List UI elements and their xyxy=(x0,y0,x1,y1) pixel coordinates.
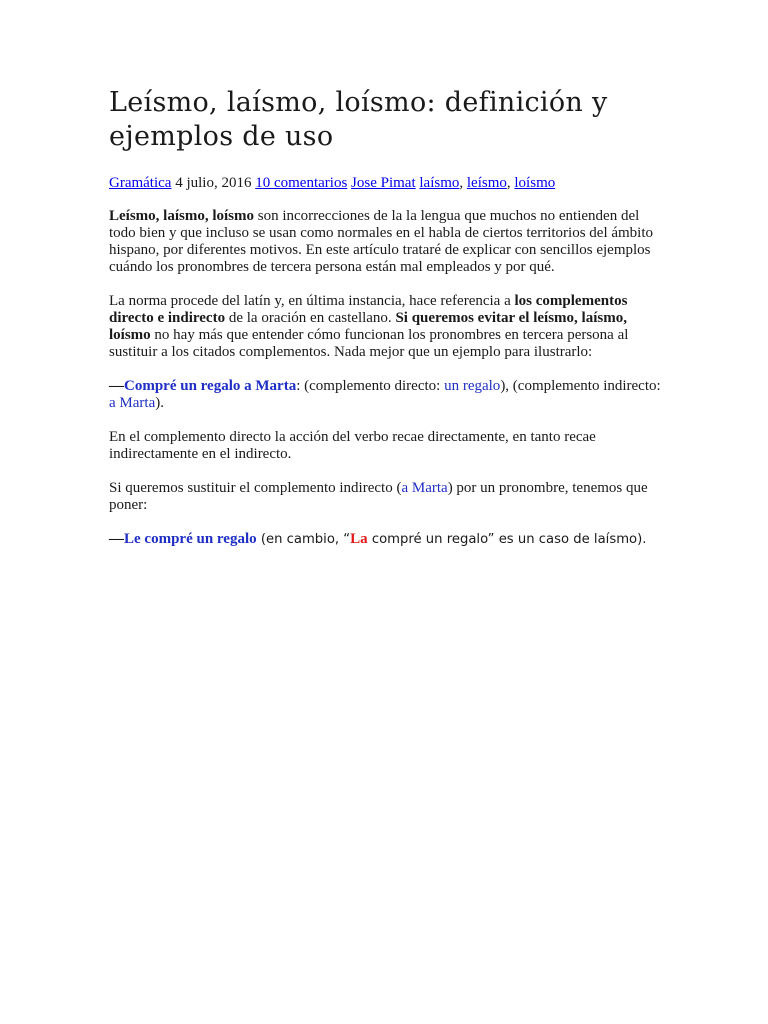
example-text-2: ), (complemento indirecto: xyxy=(500,378,661,394)
norm-text-1: La norma procede del latín y, en última instancia, hace referencia a xyxy=(109,293,515,309)
example-sentence: Compré un regalo a Marta xyxy=(124,378,297,394)
pronoun-example-text-2: compré un regalo” es un caso de laísmo). xyxy=(367,532,647,547)
tag-link-loismo[interactable]: loísmo xyxy=(514,175,556,191)
example-paragraph xyxy=(109,378,669,412)
intro-text: son incorrecciones de la la lengua que muchos no entienden del todo bien y que incluso se usan como normales en el habla de ciertos territorios del ámbito hispano, por diferentes motivos. En este artículo trataré de explicar con sencillos ejemplos cuándo los pronombres de tercera persona están mal empleados y por qué. xyxy=(109,208,654,275)
intro-paragraph xyxy=(109,208,669,276)
example-text-3: ). xyxy=(155,395,164,411)
substitution-text-1: Si queremos sustituir el complemento indirecto ( xyxy=(109,480,402,496)
norm-bold-avoid: Si queremos evitar el leísmo, laísmo, loísmo xyxy=(109,310,627,343)
explanation-paragraph: En el complemento directo la acción del verbo recae directamente, en tanto recae indirectamente en el indirecto. xyxy=(109,429,596,462)
post-date: 4 julio, 2016 xyxy=(175,175,252,191)
category-link[interactable]: Gramática xyxy=(109,175,172,191)
article-title: Leísmo, laísmo, loísmo: definición y ejemplos de uso xyxy=(109,87,608,152)
author-link[interactable]: Jose Pimat xyxy=(351,175,416,191)
tag-separator: , xyxy=(459,175,464,191)
example-indirect-object: a Marta xyxy=(109,395,156,411)
tag-link-leismo[interactable]: leísmo xyxy=(466,175,507,191)
laismo-wrong-pronoun: La xyxy=(350,531,368,547)
intro-bold-term: Leísmo, laísmo, loísmo xyxy=(109,208,254,224)
pronoun-example-text-1: (en cambio, “ xyxy=(256,532,351,547)
article xyxy=(109,86,669,565)
example-dash: — xyxy=(109,378,124,394)
comments-link[interactable]: 10 comentarios xyxy=(255,175,348,191)
substitution-highlight: a Marta xyxy=(401,480,448,496)
norm-text-3: no hay más que entender cómo funcionan los pronombres en tercera persona al sustituir a los citados complementos. Nada mejor que un ejemplo para ilustrarlo: xyxy=(109,327,629,360)
substitution-paragraph xyxy=(109,480,669,514)
pronoun-example-sentence: Le compré un regalo xyxy=(124,531,257,547)
norm-text-2: de la oración en castellano. xyxy=(225,310,396,326)
article-meta xyxy=(109,174,669,192)
pronoun-example-paragraph xyxy=(109,531,669,548)
tag-link-laismo[interactable]: laísmo xyxy=(419,175,460,191)
tag-separator: , xyxy=(506,175,511,191)
norm-bold-complements: los complementos directo e indirecto xyxy=(109,293,628,326)
substitution-text-2: ) por un pronombre, tenemos que poner: xyxy=(109,480,648,513)
example-direct-object: un regalo xyxy=(444,378,501,394)
example-text-1: : (complemento directo: xyxy=(296,378,445,394)
pronoun-example-dash: — xyxy=(109,531,124,547)
norm-paragraph xyxy=(109,293,669,361)
